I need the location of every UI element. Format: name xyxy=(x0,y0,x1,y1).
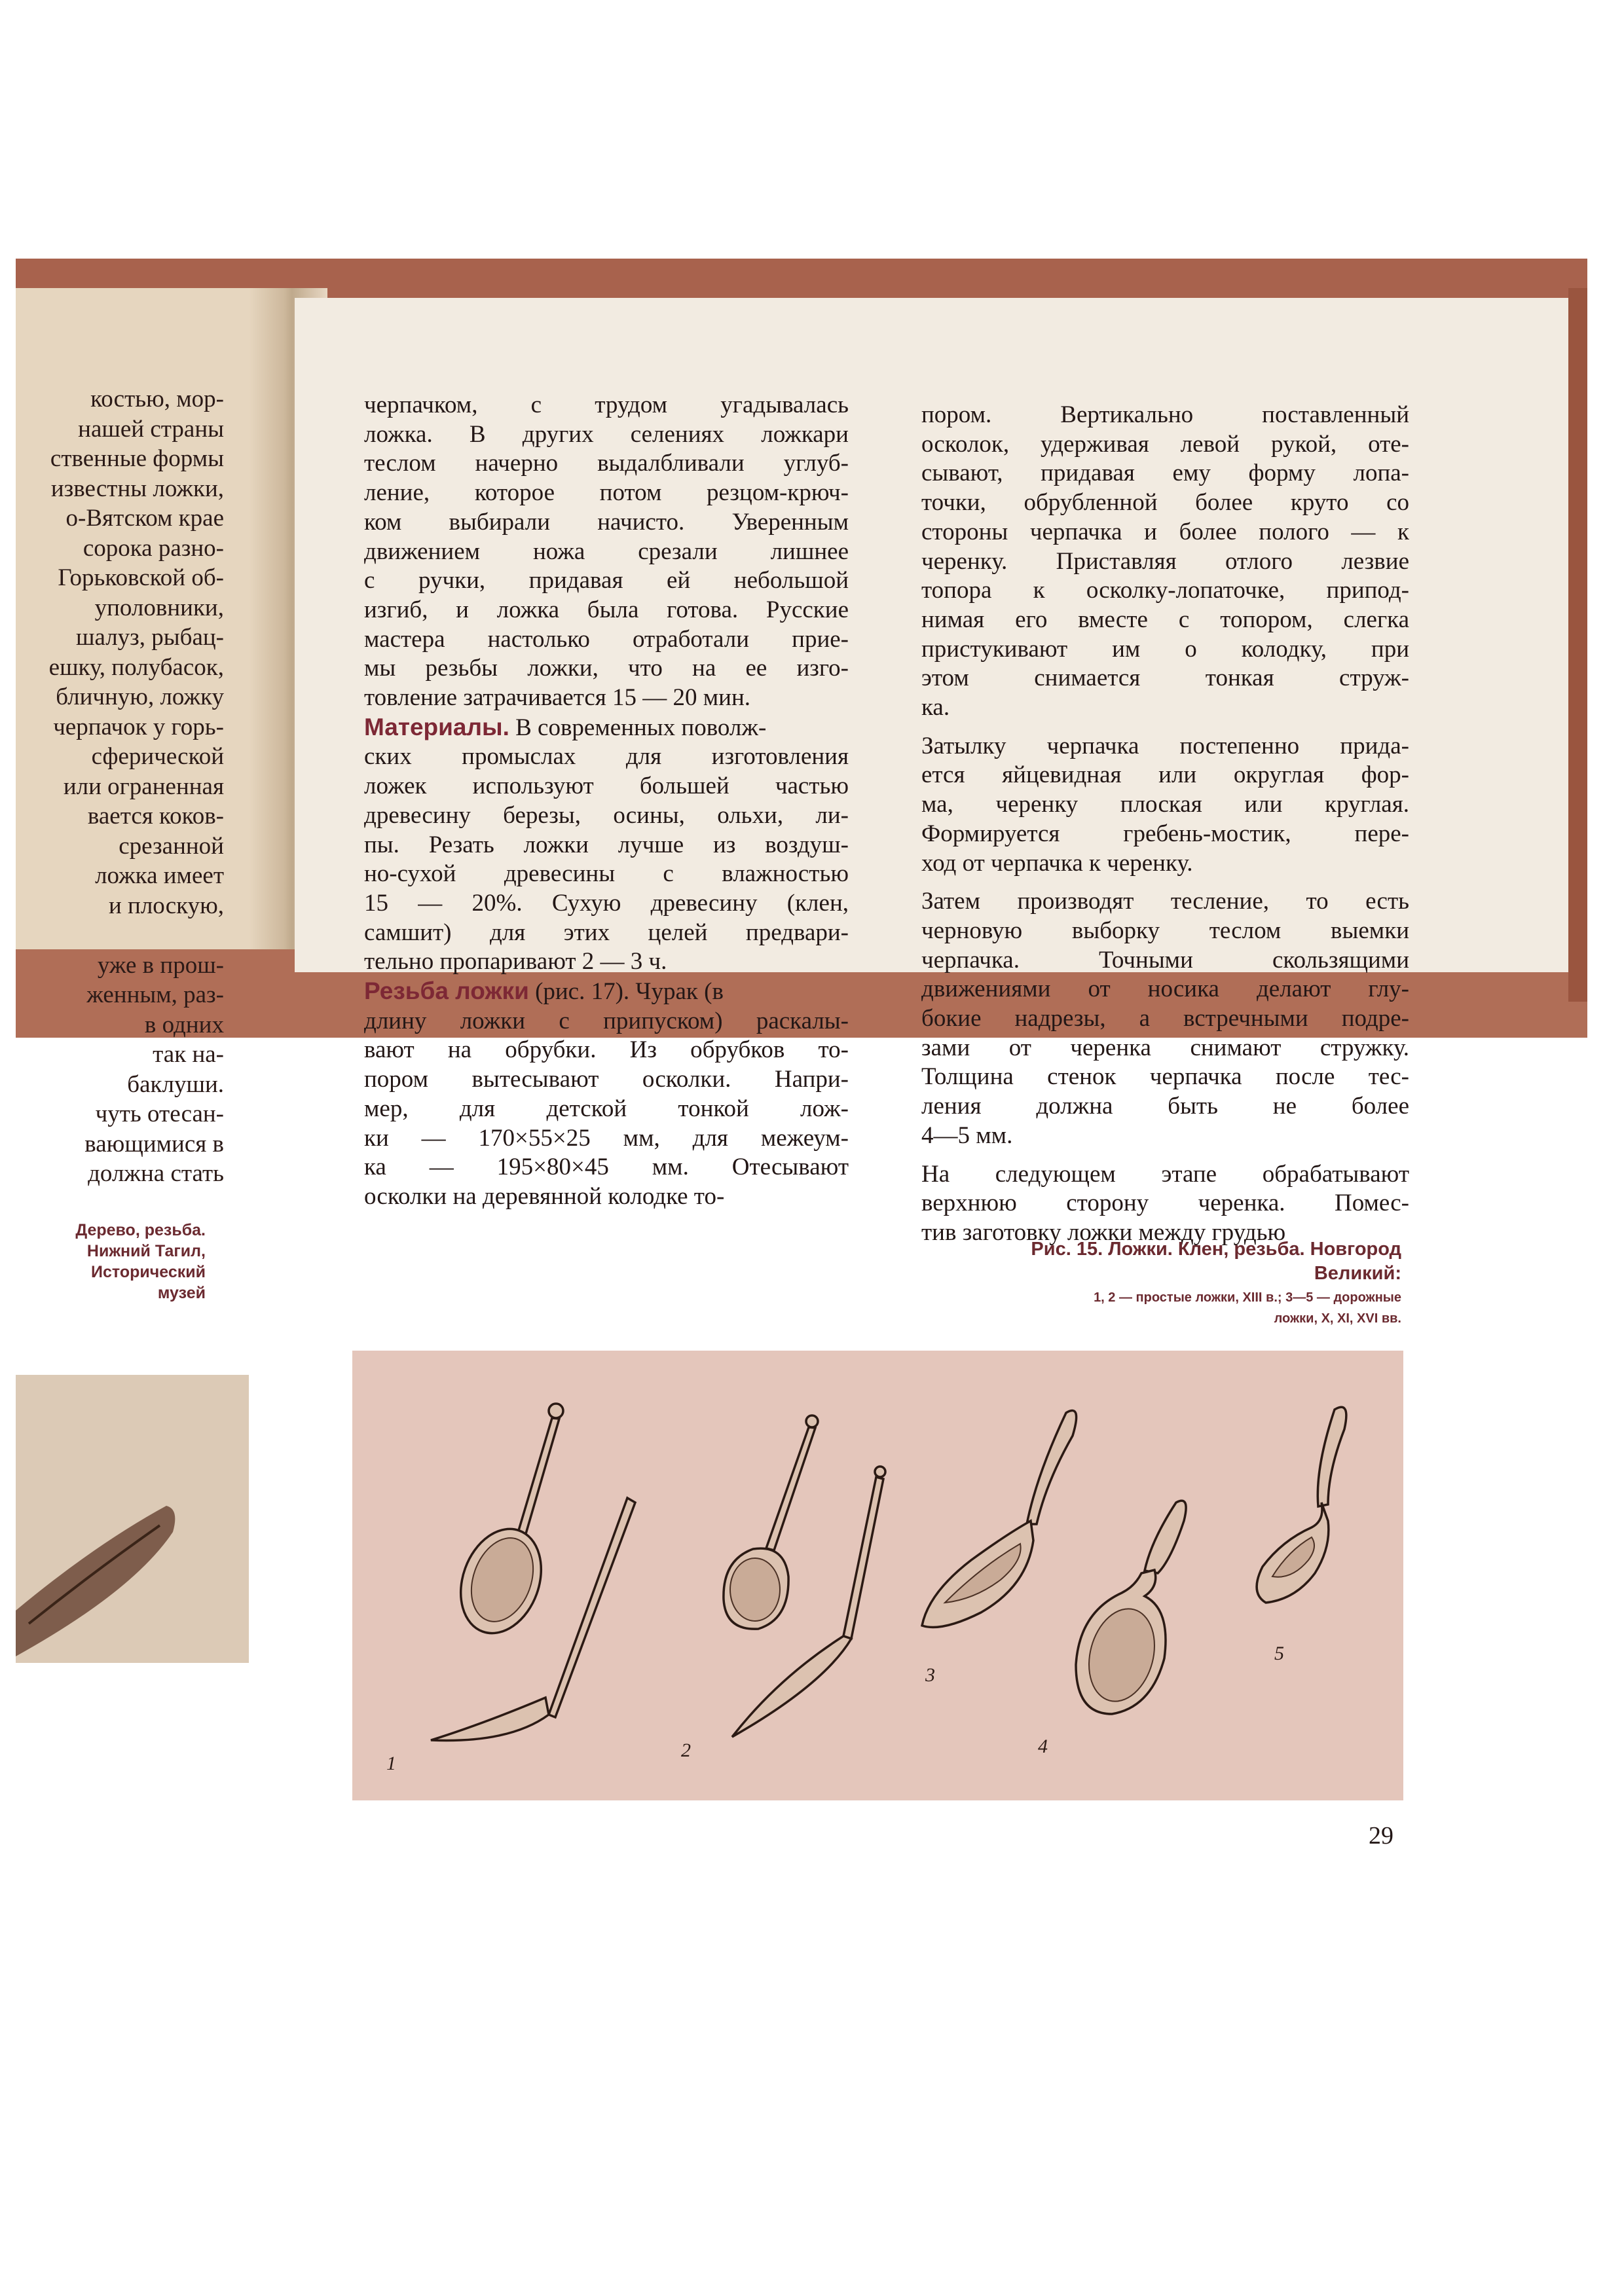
text-line: черпачком, с трудом угадывалась xyxy=(364,392,849,418)
text-line: Исторический xyxy=(91,1263,206,1281)
paragraph-1 xyxy=(921,401,1409,723)
text-line: черенку. Приставляя отлого лезвие xyxy=(921,547,1409,575)
text-line: ется яйцевидная или округлая фор- xyxy=(921,761,1409,789)
left-page-illustration xyxy=(16,1375,249,1663)
text-line: сферической xyxy=(91,743,224,770)
figure-label-3: 3 xyxy=(925,1664,935,1686)
text-line: стороны черпачка и более полого — к xyxy=(921,518,1409,545)
text-line: Затем производят теслeние, то есть xyxy=(921,888,1409,915)
spoon-2-upper xyxy=(724,1415,818,1629)
text-line: товление затрачивается 15 — 20 мин. xyxy=(364,684,751,712)
text-line: ма, черенку плоская или круглая. xyxy=(921,791,1409,818)
text-line: баклуши. xyxy=(127,1070,224,1098)
text-line: должна стать xyxy=(88,1160,224,1187)
text-line: Формируется гребень-мостик, пере- xyxy=(921,820,1409,847)
text-line: о-Вятском крае xyxy=(65,505,224,532)
figure-caption: Рис. 15. Ложки. Клен, резьба. Новгород Великий: 1, 2 — простые ложки, XIII в.; 3—5 — дорожные ложки, X, XI, XVI вв. xyxy=(1031,1239,1401,1326)
text-line: бличную, ложку xyxy=(56,683,224,710)
text-line: женным, раз- xyxy=(86,981,224,1008)
text-line: сывают, придавая ему форму лопа- xyxy=(921,460,1409,487)
figure-label-5: 5 xyxy=(1274,1643,1284,1664)
spoons-illustration xyxy=(352,1351,1403,1800)
text-line: музей xyxy=(157,1284,206,1302)
text-line: уполовники, xyxy=(94,594,224,621)
text-line: чуть отесан- xyxy=(95,1101,224,1127)
heading-materials: Материалы. xyxy=(364,713,509,740)
text-line: ком выбирали начисто. Уверенным xyxy=(364,508,849,536)
spoons-figure xyxy=(352,1351,1403,1800)
text-line: в одних xyxy=(144,1011,224,1038)
text-line: зами от черенка снимают стружку. xyxy=(921,1034,1409,1061)
text-line: ложек используют большей частью xyxy=(364,773,849,800)
left-page-text xyxy=(16,384,224,1189)
spoon-3 xyxy=(922,1411,1077,1628)
text-line: известны ложки, xyxy=(50,475,224,502)
text-line: мастера настолько отработали прие- xyxy=(364,625,849,653)
text-line: мер, для детской тонкой лож- xyxy=(364,1095,849,1122)
paragraph-carving: Резьба ложки (рис. 17). Чурак (в длину ложки с припуском) раскалы- вают на обрубки. Из обрубков то- пором вытесывают осколки. Напри- мер, для детской тонкой лож- ки — 170×55×25 мм, для межеум- ка — 195×80×45 мм. Отесывают осколки на деревянной колодке то- xyxy=(364,977,849,1212)
text-line: и плоскую, xyxy=(108,892,224,919)
book-right-edge xyxy=(1568,288,1587,1002)
text-line: пы. Резать ложки лучше из воздуш- xyxy=(364,831,849,858)
text-line: самшит) для этих целей предвари- xyxy=(364,919,849,946)
text-line: верхнюю сторону черенка. Помес- xyxy=(921,1190,1409,1217)
text-line: Нижний Тагил, xyxy=(86,1242,206,1260)
text-line: тив заготовку ложки между грудью xyxy=(921,1218,1286,1246)
text-line: ложка имеет xyxy=(95,862,224,889)
text-line: Толщина стенок черпачка после тес- xyxy=(921,1063,1409,1091)
text-line: длину ложки с припуском) раскалы- xyxy=(364,1007,849,1034)
text-line: нимая его вместе с топором, слегка xyxy=(921,606,1409,633)
text-line: но-сухой древесины с влажностью xyxy=(364,860,849,888)
text-line: вается коков- xyxy=(87,803,224,829)
text-line: ка. xyxy=(921,694,950,721)
text-line: срезанной xyxy=(119,832,224,860)
text-line: пором вытесывают осколки. Напри- xyxy=(364,1066,849,1093)
text-line: мы резьбы ложки, что на ее изго- xyxy=(364,655,849,682)
text-line: 15 — 20%. Сухую древесину (клен, xyxy=(364,889,849,917)
spoon-5 xyxy=(1257,1407,1346,1603)
text-line: тельно пропаривают 2 — 3 ч. xyxy=(364,948,667,975)
text-line: пристукивают им о колодку, при xyxy=(921,635,1409,663)
text-line: этом снимается тонкая струж- xyxy=(921,665,1409,692)
spoon-1-lower xyxy=(431,1498,635,1741)
paragraph-materials: Материалы. В современных поволж- ских промыслах для изготовления ложек используют большей частью древесину березы, осины, ольхи, ли- пы. Резать ложки лучше из воздуш- но-сухой древесины с влажностью 15 — 20%. Сухую древесину (клен, самшит) для этих целей предвари- тельно пропаривают 2 — 3 ч. xyxy=(364,713,849,977)
text-line: движением ножа срезали лишнее xyxy=(364,538,849,565)
text-line: черновую выборку теслом выемки xyxy=(921,917,1409,944)
text-line: теслом начерно выдалбливали углуб- xyxy=(364,450,849,477)
spoon-4 xyxy=(1076,1501,1186,1714)
paragraph-3 xyxy=(921,887,1409,1150)
text-line: Горьковской об- xyxy=(58,564,224,591)
text-line: осколки на деревянной колодке то- xyxy=(364,1182,725,1210)
text-line: ки — 170×55×25 мм, для межеум- xyxy=(364,1124,849,1152)
wooden-object-icon xyxy=(16,1375,249,1663)
text-line: вающимися в xyxy=(84,1130,224,1157)
heading-carving: Резьба ложки xyxy=(364,977,529,1005)
text-column-2 xyxy=(921,401,1409,1248)
text-line: вают на обрубки. Из обрубков то- xyxy=(364,1036,849,1064)
text-line: осколок, удерживая левой рукой, оте- xyxy=(921,430,1409,458)
text-line: точки, обрубленной более круто со xyxy=(921,489,1409,517)
paragraph-ending xyxy=(364,391,849,713)
text-line: черпачок у горь- xyxy=(53,713,224,740)
text-line: Затылку черпачка постепенно прида- xyxy=(921,732,1409,759)
text-line: бокие надрезы, а встречными подре- xyxy=(921,1005,1409,1032)
text-line: древесину березы, осины, ольхи, ли- xyxy=(364,801,849,829)
text-line: ложка. В других селениях ложкари xyxy=(364,420,849,448)
text-line: или ограненная xyxy=(63,773,224,800)
text-column-1 xyxy=(364,391,849,1212)
text-line: нашей страны xyxy=(78,415,224,443)
text-line: с ручки, придавая ей небольшой xyxy=(364,567,849,594)
text-line: черпачка. Точными скользящими xyxy=(921,946,1409,974)
text-line: изгиб, и ложка была готова. Русские xyxy=(364,596,849,623)
text-line: ления должна быть не более xyxy=(921,1093,1409,1120)
text-line: На следующем этапе обрабатывают xyxy=(921,1160,1409,1188)
text-line: так на- xyxy=(153,1041,224,1068)
text-line: ка — 195×80×45 мм. Отесывают xyxy=(364,1154,849,1181)
text-line: ление, которое потом резцом-крюч- xyxy=(364,479,849,507)
text-line: пором. Вертикально поставленный xyxy=(921,401,1409,428)
left-page-caption xyxy=(16,1220,206,1303)
text-line: топора к осколку-лопаточке, припод- xyxy=(921,577,1409,604)
text-line: сорока разно- xyxy=(83,534,224,562)
text-line: ешку, полубасок, xyxy=(48,653,224,681)
figure-label-2: 2 xyxy=(681,1740,691,1761)
text-line: ских промыслах для изготовления xyxy=(364,743,849,771)
text-line: ход от черпачка к черенку. xyxy=(921,849,1193,877)
text-line: движениями от носика делают глу- xyxy=(921,975,1409,1003)
spoon-1-upper xyxy=(447,1404,563,1645)
text-line: 4—5 мм. xyxy=(921,1121,1013,1149)
text-line xyxy=(16,920,224,951)
page-number: 29 xyxy=(1369,1822,1393,1850)
figure-label-1: 1 xyxy=(386,1753,396,1774)
text-line: шалуз, рыбац- xyxy=(75,624,224,651)
text-line: ственные формы xyxy=(50,445,224,472)
paragraph-4 xyxy=(921,1160,1409,1248)
text-line: Дерево, резьба. xyxy=(75,1221,206,1239)
text-line: костью, мор- xyxy=(90,386,224,412)
text-line: уже в прош- xyxy=(97,951,224,979)
paragraph-2 xyxy=(921,732,1409,879)
figure-label-4: 4 xyxy=(1038,1736,1048,1757)
